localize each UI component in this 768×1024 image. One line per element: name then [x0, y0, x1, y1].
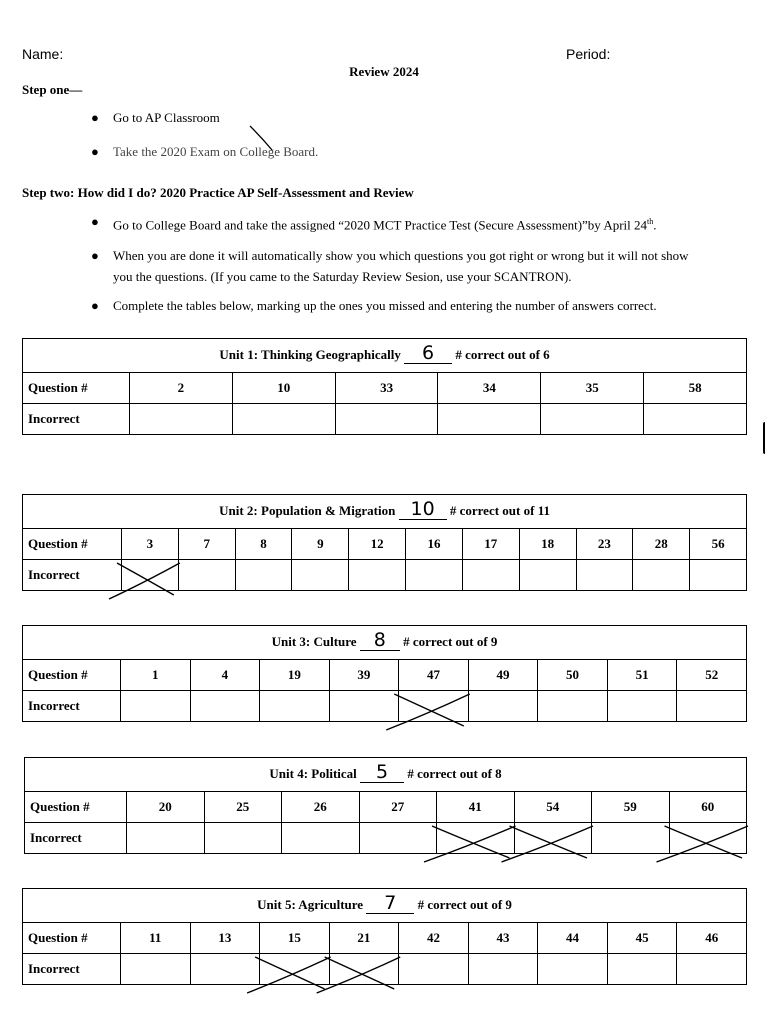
step-two-item: [91, 295, 657, 316]
out-of-label: # correct out of 8: [407, 766, 502, 781]
bullet-icon: ●: [91, 214, 99, 229]
question-number: 47: [399, 660, 469, 691]
question-number: 11: [121, 923, 191, 954]
incorrect-cell[interactable]: [122, 560, 179, 591]
incorrect-cell[interactable]: [235, 560, 292, 591]
question-number: 44: [538, 923, 608, 954]
incorrect-cell[interactable]: [127, 823, 205, 854]
incorrect-cell[interactable]: [190, 691, 260, 722]
question-number: 26: [282, 792, 360, 823]
incorrect-cell[interactable]: [130, 404, 233, 435]
incorrect-cell[interactable]: [677, 691, 747, 722]
unit-header: [23, 889, 747, 923]
question-number: 51: [607, 660, 677, 691]
incorrect-cell[interactable]: [519, 560, 576, 591]
incorrect-label: Incorrect: [23, 560, 122, 591]
unit-title: Unit 1: Thinking Geographically: [219, 347, 401, 362]
step-two-item-text: When you are done it will automatically show you which questions you got right or wrong but it will not show: [113, 248, 689, 263]
unit-header: [23, 626, 747, 660]
incorrect-cell[interactable]: [292, 560, 349, 591]
incorrect-cell[interactable]: [607, 691, 677, 722]
question-label: Question #: [23, 923, 121, 954]
incorrect-cell[interactable]: [121, 691, 191, 722]
question-number: 4: [190, 660, 260, 691]
unit-table: [22, 888, 747, 985]
superscript: th: [647, 217, 654, 226]
incorrect-cell[interactable]: [592, 823, 670, 854]
step-one-item-text: Take the 2020 Exam on College Board.: [113, 144, 319, 159]
correct-count-field[interactable]: [360, 629, 400, 651]
question-number: 35: [541, 373, 644, 404]
question-number: 54: [514, 792, 592, 823]
unit-table: [24, 757, 747, 854]
question-number: 10: [232, 373, 335, 404]
question-number: 33: [335, 373, 438, 404]
step-one-item-text: Go to AP Classroom: [113, 110, 220, 125]
incorrect-cell[interactable]: [669, 823, 747, 854]
question-number: 41: [437, 792, 515, 823]
incorrect-cell[interactable]: [576, 560, 633, 591]
incorrect-cell[interactable]: [690, 560, 747, 591]
correct-count-value: 5: [376, 761, 389, 783]
incorrect-cell[interactable]: [607, 954, 677, 985]
incorrect-cell[interactable]: [349, 560, 406, 591]
correct-count-field[interactable]: [399, 498, 447, 520]
incorrect-cell[interactable]: [204, 823, 282, 854]
bullet-icon: ●: [91, 248, 99, 263]
question-number: 17: [462, 529, 519, 560]
incorrect-cell[interactable]: [514, 823, 592, 854]
step-two-heading: Step two: How did I do? 2020 Practice AP Self-Assessment and Review: [22, 185, 414, 200]
question-number: 7: [178, 529, 235, 560]
incorrect-label: Incorrect: [23, 691, 121, 722]
step-one-item: [91, 107, 220, 128]
out-of-label: # correct out of 6: [455, 347, 550, 362]
question-number: 43: [468, 923, 538, 954]
question-number: 45: [607, 923, 677, 954]
incorrect-cell[interactable]: [335, 404, 438, 435]
unit-table: [22, 494, 747, 591]
question-number: 59: [592, 792, 670, 823]
question-label: Question #: [25, 792, 127, 823]
incorrect-label: Incorrect: [23, 954, 121, 985]
correct-count-value: 7: [384, 892, 397, 914]
step-two-item: [91, 211, 657, 235]
unit-title: Unit 4: Political: [269, 766, 357, 781]
question-number: 56: [690, 529, 747, 560]
question-number: 21: [329, 923, 399, 954]
incorrect-cell[interactable]: [232, 404, 335, 435]
unit-header: [23, 495, 747, 529]
step-two-item-text: Complete the tables below, marking up the ones you missed and entering the number of answers correct.: [113, 298, 657, 313]
question-number: 60: [669, 792, 747, 823]
question-label: Question #: [23, 529, 122, 560]
period-label: Period:: [566, 46, 611, 62]
incorrect-cell[interactable]: [633, 560, 690, 591]
incorrect-cell[interactable]: [260, 691, 330, 722]
incorrect-cell[interactable]: [677, 954, 747, 985]
question-number: 39: [329, 660, 399, 691]
incorrect-cell[interactable]: [644, 404, 747, 435]
incorrect-cell[interactable]: [468, 954, 538, 985]
unit-header: [25, 758, 747, 792]
incorrect-cell[interactable]: [406, 560, 463, 591]
step-two-item: [91, 245, 689, 287]
bullet-icon: ●: [91, 144, 99, 159]
correct-count-field[interactable]: [404, 342, 452, 364]
question-number: 8: [235, 529, 292, 560]
step-two-item-text: you the questions. (If you came to the Saturday Review Sesion, use your SCANTRON).: [113, 269, 572, 284]
incorrect-cell[interactable]: [438, 404, 541, 435]
unit-table: [22, 338, 747, 435]
unit-header: [23, 339, 747, 373]
correct-count-field[interactable]: [360, 761, 404, 783]
unit-title: Unit 5: Agriculture: [257, 897, 364, 912]
question-label: Question #: [23, 660, 121, 691]
period-mark: .: [653, 217, 657, 233]
question-number: 52: [677, 660, 747, 691]
question-number: 58: [644, 373, 747, 404]
incorrect-cell[interactable]: [282, 823, 360, 854]
unit-title: Unit 3: Culture: [271, 634, 357, 649]
incorrect-cell[interactable]: [260, 954, 330, 985]
incorrect-cell[interactable]: [121, 954, 191, 985]
question-number: 27: [359, 792, 437, 823]
unit-title: Unit 2: Population & Migration: [219, 503, 396, 518]
question-number: 34: [438, 373, 541, 404]
bullet-icon: ●: [91, 110, 99, 125]
question-number: 2: [130, 373, 233, 404]
incorrect-cell[interactable]: [190, 954, 260, 985]
question-label: Question #: [23, 373, 130, 404]
correct-count-value: 6: [422, 342, 435, 364]
bullet-icon: ●: [91, 298, 99, 313]
question-number: 20: [127, 792, 205, 823]
step-one-item: [91, 141, 319, 162]
question-number: 23: [576, 529, 633, 560]
question-number: 42: [399, 923, 469, 954]
incorrect-label: Incorrect: [25, 823, 127, 854]
correct-count-field[interactable]: [366, 892, 414, 914]
question-number: 16: [406, 529, 463, 560]
incorrect-cell[interactable]: [541, 404, 644, 435]
incorrect-label: Incorrect: [23, 404, 130, 435]
incorrect-cell[interactable]: [329, 954, 399, 985]
incorrect-cell[interactable]: [437, 823, 515, 854]
question-number: 46: [677, 923, 747, 954]
incorrect-cell[interactable]: [359, 823, 437, 854]
incorrect-cell[interactable]: [538, 954, 608, 985]
question-number: 12: [349, 529, 406, 560]
question-number: 1: [121, 660, 191, 691]
question-number: 13: [190, 923, 260, 954]
incorrect-cell[interactable]: [399, 691, 469, 722]
question-number: 50: [538, 660, 608, 691]
out-of-label: # correct out of 9: [417, 897, 512, 912]
question-number: 49: [468, 660, 538, 691]
incorrect-cell[interactable]: [538, 691, 608, 722]
correct-count-value: 8: [373, 629, 386, 651]
incorrect-cell[interactable]: [468, 691, 538, 722]
name-label: Name:: [22, 46, 64, 62]
edge-mark: [763, 422, 768, 454]
step-one-heading: Step one—: [22, 82, 83, 97]
incorrect-cell[interactable]: [399, 954, 469, 985]
question-number: 3: [122, 529, 179, 560]
correct-count-value: 10: [410, 498, 435, 520]
step-two-item-text: Go to College Board and take the assigned “2020 MCT Practice Test (Secure Assessment)”by April 24: [113, 217, 648, 233]
incorrect-cell[interactable]: [178, 560, 235, 591]
question-number: 19: [260, 660, 330, 691]
out-of-label: # correct out of 11: [449, 503, 550, 518]
unit-table: [22, 625, 747, 722]
page-title: Review 2024: [349, 64, 419, 79]
question-number: 25: [204, 792, 282, 823]
question-number: 9: [292, 529, 349, 560]
question-number: 18: [519, 529, 576, 560]
question-number: 28: [633, 529, 690, 560]
question-number: 15: [260, 923, 330, 954]
incorrect-cell[interactable]: [462, 560, 519, 591]
incorrect-cell[interactable]: [329, 691, 399, 722]
out-of-label: # correct out of 9: [403, 634, 498, 649]
